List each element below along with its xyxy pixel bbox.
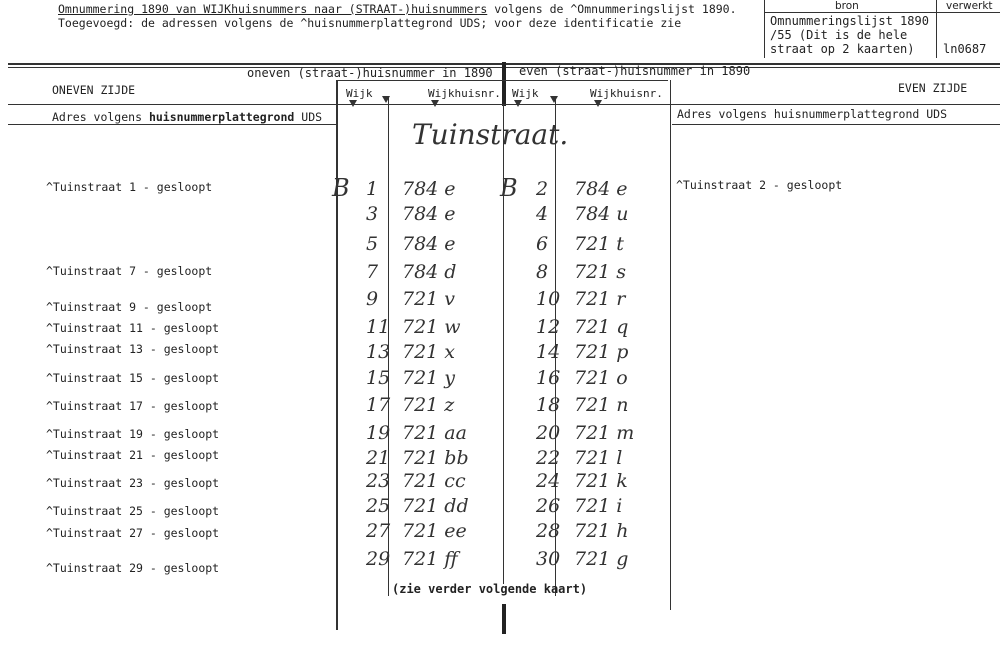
uds-label-rule-left (8, 124, 336, 125)
even-wijkhuisnr: 721 p (574, 341, 629, 363)
subheader-rule (338, 80, 668, 81)
header-line-1-prefix: Omnummering 1890 van WIJKhuisnummers naar (STRAAT-)huisnummers (58, 2, 488, 16)
even-number: 26 (536, 495, 561, 517)
even-wijkhuisnr: 721 s (574, 261, 627, 283)
odd-wijkhuisnr: 721 z (402, 394, 455, 416)
street-title: Tuinstraat. (412, 118, 569, 151)
left-card-border (336, 80, 338, 630)
adres-uds-label-odd: Adres volgens huisnummerplattegrond UDS (52, 110, 323, 124)
odd-address: ^Tuinstraat 17 - gesloopt (46, 399, 220, 413)
column-header-rule (8, 104, 1000, 105)
odd-wijkhuisnr: 784 e (402, 203, 456, 225)
odd-number: 21 (366, 447, 391, 469)
even-number: 20 (536, 422, 561, 444)
even-header: even (straat-)huisnummer in 1890 (519, 64, 751, 78)
odd-number: 27 (366, 520, 391, 542)
even-number: 30 (536, 548, 561, 570)
header-line-1 (58, 2, 737, 16)
odd-wijkhuisnr: 721 ff (402, 548, 458, 570)
center-divider-bottom (502, 604, 506, 634)
odd-wijkhuisnr: 721 ee (402, 520, 467, 542)
center-divider-top (502, 62, 506, 106)
odd-number: 13 (366, 341, 391, 363)
odd-number: 15 (366, 367, 391, 389)
even-wijkhuisnr: 721 n (574, 394, 629, 416)
even-number: 14 (536, 341, 561, 363)
odd-address: ^Tuinstraat 27 - gesloopt (46, 526, 220, 540)
source-box-divider (936, 0, 937, 58)
odd-wijkhuisnr: 721 y (402, 367, 456, 389)
odd-address: ^Tuinstraat 9 - gesloopt (46, 300, 213, 314)
odd-number: 11 (366, 316, 391, 338)
wijkhuisnr-label-odd: Wijkhuisnr. (428, 87, 501, 100)
odd-address: ^Tuinstraat 21 - gesloopt (46, 448, 220, 462)
odd-wijkhuisnr: 721 bb (402, 447, 469, 469)
right-card-border (670, 80, 671, 610)
bron-line-3: straat op 2 kaarten) (770, 42, 915, 56)
odd-wijkhuisnr: 721 x (402, 341, 456, 363)
even-number: 6 (536, 233, 549, 255)
even-number: 4 (536, 203, 549, 225)
bron-line-2: /55 (Dit is de hele (770, 28, 908, 42)
oneven-header: oneven (straat-)huisnummer in 1890 (247, 66, 493, 80)
odd-address: ^Tuinstraat 25 - gesloopt (46, 504, 220, 518)
odd-address: ^Tuinstraat 7 - gesloopt (46, 264, 213, 278)
even-wijkhuisnr: 721 k (574, 470, 628, 492)
bron-label: bron (835, 0, 859, 12)
wijk-label-odd: Wijk (346, 87, 373, 100)
odd-number: 3 (366, 203, 379, 225)
verwerkt-value: ln0687 (943, 42, 987, 56)
even-number: 28 (536, 520, 561, 542)
odd-address: ^Tuinstraat 19 - gesloopt (46, 427, 220, 441)
even-number: 12 (536, 316, 561, 338)
even-number: 22 (536, 447, 561, 469)
wijk-label-even: Wijk (512, 87, 539, 100)
even-wijkhuisnr: 721 q (574, 316, 629, 338)
even-wijkhuisnr: 721 t (574, 233, 624, 255)
odd-address: ^Tuinstraat 11 - gesloopt (46, 321, 220, 335)
odd-wijkhuisnr: 784 e (402, 178, 456, 200)
odd-wijkhuisnr: 721 v (402, 288, 456, 310)
odd-number: 23 (366, 470, 391, 492)
even-wijkhuisnr: 784 e (574, 178, 628, 200)
odd-number: 17 (366, 394, 391, 416)
even-wijkhuisnr: 721 l (574, 447, 623, 469)
odd-number: 7 (366, 261, 379, 283)
odd-address: ^Tuinstraat 13 - gesloopt (46, 342, 220, 356)
odd-wijkhuisnr: 721 cc (402, 470, 466, 492)
wijkhuisnr-label-even: Wijkhuisnr. (590, 87, 663, 100)
odd-number: 25 (366, 495, 391, 517)
even-number: 16 (536, 367, 561, 389)
odd-number: 1 (366, 178, 379, 200)
even-number: 8 (536, 261, 549, 283)
even-number: 18 (536, 394, 561, 416)
adres-uds-label-even: Adres volgens huisnummerplattegrond UDS (677, 107, 948, 121)
odd-wijkhuisnr: 721 w (402, 316, 461, 338)
odd-number: 5 (366, 233, 379, 255)
odd-wijkhuisnr: 784 d (402, 261, 457, 283)
arrow-down-icon (550, 96, 558, 103)
odd-number: 19 (366, 422, 391, 444)
odd-address: ^Tuinstraat 15 - gesloopt (46, 371, 220, 385)
uds-label-rule-right (672, 124, 1000, 125)
even-wijkhuisnr: 721 r (574, 288, 626, 310)
odd-address: ^Tuinstraat 1 - gesloopt (46, 180, 213, 194)
even-wijkhuisnr: 721 g (574, 548, 629, 570)
even-number: 10 (536, 288, 561, 310)
source-box-left-border (764, 0, 765, 58)
header-line-1-suffix: volgens de ^Omnummeringslijst 1890. (487, 2, 737, 16)
odd-number: 29 (366, 548, 391, 570)
even-number: 24 (536, 470, 561, 492)
even-wijkhuisnr: 721 i (574, 495, 623, 517)
even-address: ^Tuinstraat 2 - gesloopt (676, 178, 843, 192)
even-wijkhuisnr: 784 u (574, 203, 629, 225)
even-wijk-letter: B (500, 174, 518, 202)
odd-address: ^Tuinstraat 23 - gesloopt (46, 476, 220, 490)
odd-wijkhuisnr: 784 e (402, 233, 456, 255)
header-line-2: Toegevoegd: de adressen volgens de ^huisnummerplattegrond UDS; voor deze identificatie zie (58, 16, 682, 30)
even-wijkhuisnr: 721 m (574, 422, 635, 444)
odd-wijk-letter: B (332, 174, 350, 202)
source-box-header-line (764, 12, 1000, 13)
footer-note: (zie verder volgende kaart) (392, 582, 588, 596)
bron-line-1: Omnummeringslijst 1890 (770, 14, 929, 28)
odd-address: ^Tuinstraat 29 - gesloopt (46, 561, 220, 575)
even-zijde-title: EVEN ZIJDE (898, 81, 968, 95)
even-wijkhuisnr: 721 o (574, 367, 628, 389)
odd-number: 9 (366, 288, 379, 310)
even-number: 2 (536, 178, 549, 200)
oneven-zijde-title: ONEVEN ZIJDE (52, 83, 136, 97)
odd-wijkhuisnr: 721 dd (402, 495, 469, 517)
even-wijkhuisnr: 721 h (574, 520, 629, 542)
odd-wijkhuisnr: 721 aa (402, 422, 467, 444)
verwerkt-label: verwerkt (946, 0, 993, 12)
